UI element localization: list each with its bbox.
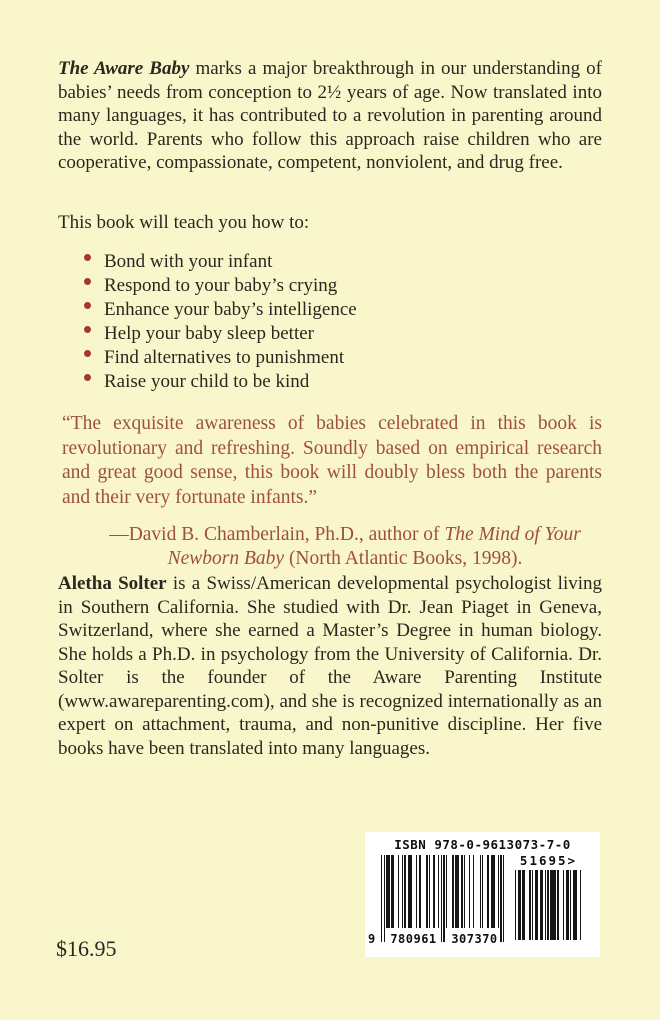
- barcode-row: [365, 853, 600, 944]
- bullet-icon: [84, 302, 91, 309]
- ean13-digits: [368, 932, 505, 946]
- bullet-label: Raise your child to be kind: [104, 371, 310, 392]
- bullet-icon: [84, 326, 91, 333]
- intro-paragraph: [58, 57, 602, 175]
- bullet-label: Enhance your baby’s intelligence: [104, 299, 357, 320]
- author-bio-paragraph: [58, 572, 602, 760]
- book-title: The Aware Baby: [58, 58, 190, 79]
- list-item: [84, 274, 564, 298]
- ean13-digit-group2: 307370: [451, 932, 498, 946]
- attribution-book-title: The Mind of Your Newborn Baby: [167, 524, 581, 569]
- teach-heading: This book will teach you how to:: [58, 212, 310, 233]
- price-label: $16.95: [56, 936, 117, 961]
- bullet-icon: [84, 278, 91, 285]
- bullet-icon: [84, 254, 91, 261]
- supplement-code-label: 51695>: [519, 853, 578, 868]
- ean13-digit-prefix: 9: [368, 932, 376, 946]
- attribution-text: —David B. Chamberlain, Ph.D., author of: [109, 524, 445, 545]
- ean13-barcode: [368, 855, 505, 946]
- ean13-bars: [381, 855, 505, 944]
- teach-bullet-list: [84, 250, 564, 394]
- isbn-label: ISBN 978-0-9613073-7-0: [394, 837, 571, 852]
- list-item: [84, 250, 564, 274]
- bullet-label: Bond with your infant: [104, 251, 273, 272]
- bullet-label: Find alternatives to punishment: [104, 347, 345, 368]
- quote-attribution: [88, 523, 602, 570]
- barcode-panel: [365, 832, 600, 957]
- author-name: Aletha Solter: [58, 573, 167, 594]
- intro-text: marks a major breakthrough in our understanding of babies’ needs from conception to 2½ years of age. Now translated into many languages, it has contributed to a revolution in parenting around the world. Parents who follow this approach raise children who are cooperative, compassionate, competent, nonviolent, and drug free.: [58, 58, 602, 173]
- ean13-digit-group1: 780961: [390, 932, 437, 946]
- bullet-label: Help your baby sleep better: [104, 323, 314, 344]
- bullet-icon: [84, 350, 91, 357]
- ean5-bars: [515, 870, 582, 941]
- bio-text: is a Swiss/American developmental psychologist living in Southern California. She studied with Dr. Jean Piaget in Geneva, Switzerland, where she earned a Master’s Degree in human biology. She holds a Ph.D. in psychology from the University of California. Dr. Solter is the founder of the Aware Parenting Institute (www.awareparenting.com), and she is recognized internationally as an expert on attachment, trauma, and non-punitive discipline. Her five books have been translated into many languages.: [58, 573, 602, 759]
- endorsement-quote: “The exquisite awareness of babies celebrated in this book is revolutionary and refreshing. Soundly based on empirical research and great good sense, this book will doubly bless both the parents and their very fortunate infants.”: [62, 413, 602, 508]
- list-item: [84, 346, 564, 370]
- list-item: [84, 370, 564, 394]
- ean5-supplement-barcode: [515, 853, 582, 944]
- attribution-text: (North Atlantic Books, 1998).: [284, 547, 523, 569]
- bullet-label: Respond to your baby’s crying: [104, 275, 338, 296]
- list-item: [84, 298, 564, 322]
- list-item: [84, 322, 564, 346]
- bullet-icon: [84, 374, 91, 381]
